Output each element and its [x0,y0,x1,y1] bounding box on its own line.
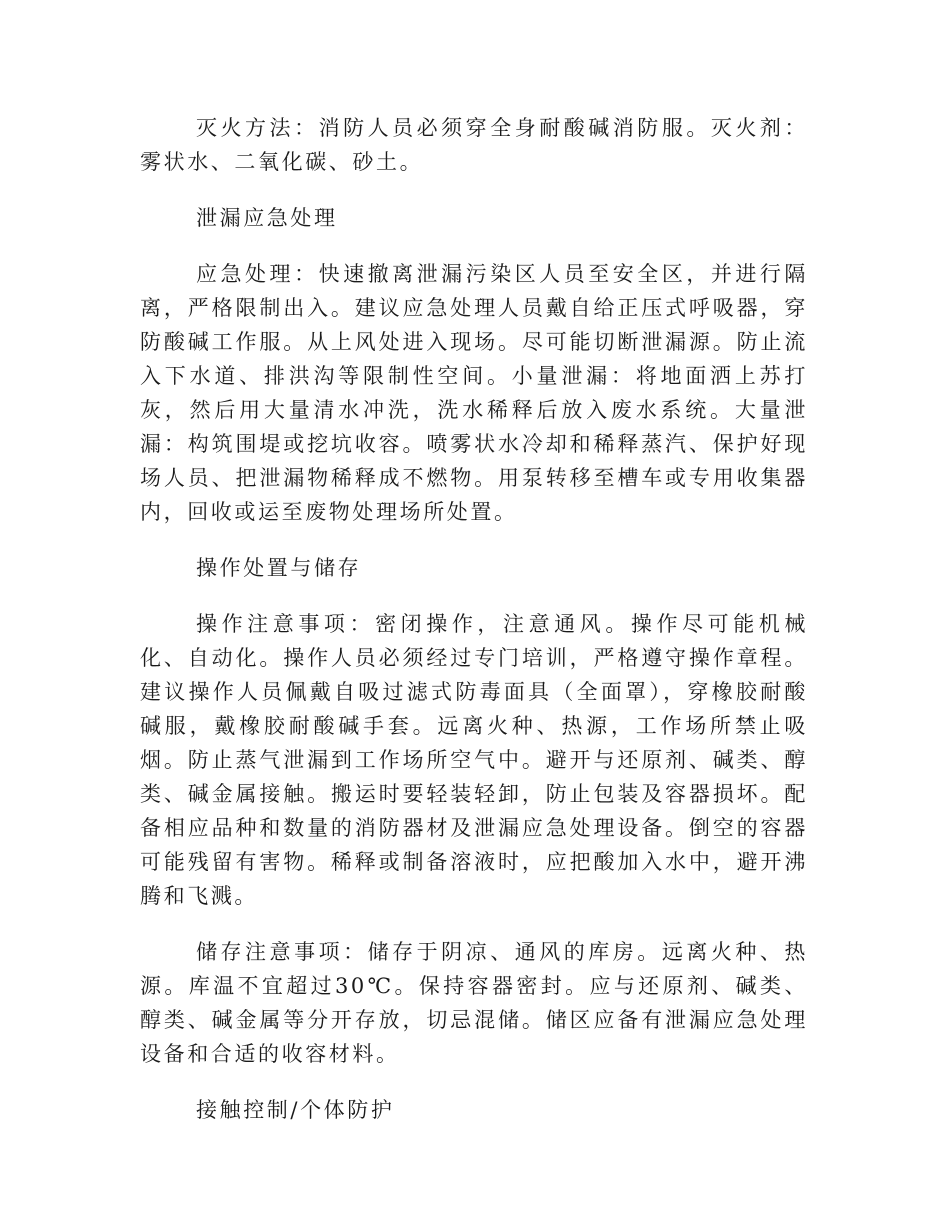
paragraph-storage-notes: 储存注意事项：储存于阴凉、通风的库房。远离火种、热源。库温不宜超过30℃。保持容器密封。应与还原剂、碱类、醇类、碱金属等分开存放，切忌混储。储区应备有泄漏应急处理设备和合适的收容材料。 [140,940,808,1066]
heading-exposure-control: 接触控制/个体防护 [196,1098,395,1122]
heading-handling-storage: 操作处置与储存 [196,556,362,580]
paragraph-fire-fighting: 灭火方法：消防人员必须穿全身耐酸碱消防服。灭火剂：雾状水、二氧化碳、砂土。 [140,116,808,174]
document-body [140,111,808,1149]
paragraph-operation-notes: 操作注意事项：密闭操作，注意通风。操作尽可能机械化、自动化。操作人员必须经过专门培训，严格遵守操作章程。建议操作人员佩戴自吸过滤式防毒面具（全面罩），穿橡胶耐酸碱服，戴橡胶耐酸碱手套。远离火种、热源，工作场所禁止吸烟。防止蒸气泄漏到工作场所空气中。避开与还原剂、碱类、醇类、碱金属接触。搬运时要轻装轻卸，防止包装及容器损坏。配备相应品种和数量的消防器材及泄漏应急处理设备。倒空的容器可能残留有害物。稀释或制备溶液时，应把酸加入水中，避开沸腾和飞溅。 [140,612,808,908]
heading-leak-emergency: 泄漏应急处理 [196,206,338,230]
paragraph-emergency-handling: 应急处理：快速撤离泄漏污染区人员至安全区，并进行隔离，严格限制出入。建议应急处理人员戴自给正压式呼吸器，穿防酸碱工作服。从上风处进入现场。尽可能切断泄漏源。防止流入下水道、排洪沟等限制性空间。小量泄漏：将地面洒上苏打灰，然后用大量清水冲洗，洗水稀释后放入废水系统。大量泄漏：构筑围堤或挖坑收容。喷雾状水冷却和稀释蒸汽、保护好现场人员、把泄漏物稀释成不燃物。用泵转移至槽车或专用收集器内，回收或运至废物处理场所处置。 [140,262,808,524]
